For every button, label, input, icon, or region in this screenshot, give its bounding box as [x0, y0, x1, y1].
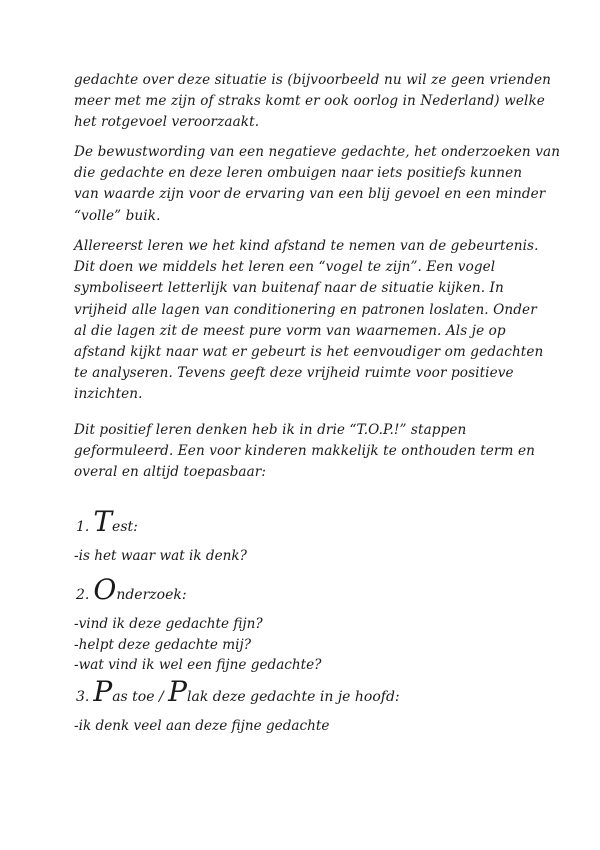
step-initial: T	[93, 505, 113, 538]
question-line: -helpt deze gedachte mij?	[74, 636, 251, 653]
step-title-2: lak deze gedachte in je hoofd:	[187, 689, 400, 705]
question-line: -wat vind ik wel een fijne gedachte?	[74, 657, 322, 674]
step-questions-test	[74, 546, 247, 567]
text-line: geformuleerd. Een voor kinderen makkelijk te onthouden term en	[74, 443, 535, 460]
paragraph-1	[74, 70, 551, 134]
step-heading-pas-toe	[76, 675, 400, 712]
step-questions-onderzoek	[74, 614, 321, 676]
paragraph-3	[74, 236, 544, 406]
paragraph-4	[74, 420, 544, 484]
question-line: -ik denk veel aan deze fijne gedachte	[74, 718, 330, 734]
text-line: inzichten.	[74, 386, 143, 403]
text-line: vrijheid alle lagen van conditionering en patronen loslaten. Onder	[74, 301, 537, 318]
text-line: het rotgevoel veroorzaakt.	[74, 114, 260, 131]
text-line: De bewustwording van een negatieve gedachte, het onderzoeken van	[74, 144, 561, 160]
step-initial-2: P	[168, 675, 187, 708]
step-number: 2.	[76, 587, 90, 603]
text-line: te analyseren. Tevens geeft deze vrijheid ruimte voor positieve	[74, 365, 514, 382]
paragraph-2	[74, 142, 561, 227]
step-heading-test	[76, 505, 138, 542]
step-questions-pas-toe	[74, 716, 329, 737]
step-title: est:	[112, 519, 138, 535]
step-initial: P	[93, 675, 113, 708]
text-line: gedachte over deze situatie is (bijvoorbeeld nu wil ze geen vrienden	[74, 72, 551, 88]
text-line: Dit positief leren denken heb ik in drie “T.O.P.!” stappen	[74, 422, 467, 438]
text-line: al die lagen zit de meest pure vorm van waarnemen. Als je op	[74, 322, 506, 339]
step-heading-onderzoek	[76, 573, 187, 610]
step-title: nderzoek:	[116, 587, 187, 603]
step-initial: O	[93, 573, 117, 606]
text-line: overal en altijd toepasbaar:	[74, 464, 267, 481]
text-line: van waarde zijn voor de ervaring van een blij gevoel en een minder	[74, 186, 546, 203]
text-line: Allereerst leren we het kind afstand te nemen van de gebeurtenis.	[74, 238, 539, 254]
text-line: Dit doen we middels het leren een “vogel te zijn”. Een vogel	[74, 259, 496, 276]
text-line: symboliseert letterlijk van buitenaf naar de situatie kijken. In	[74, 280, 504, 297]
text-line: die gedachte en deze leren ombuigen naar iets positiefs kunnen	[74, 165, 523, 182]
text-line: “volle” buik.	[74, 207, 161, 224]
question-line: -vind ik deze gedachte fijn?	[74, 616, 263, 632]
step-number: 3.	[76, 689, 90, 705]
step-number: 1.	[76, 519, 90, 535]
step-title: as toe /	[112, 689, 169, 705]
text-line: afstand kijkt naar wat er gebeurt is het eenvoudiger om gedachten	[74, 344, 544, 361]
text-line: meer met me zijn of straks komt er ook oorlog in Nederland) welke	[74, 93, 545, 110]
question-line: -is het waar wat ik denk?	[74, 548, 247, 564]
